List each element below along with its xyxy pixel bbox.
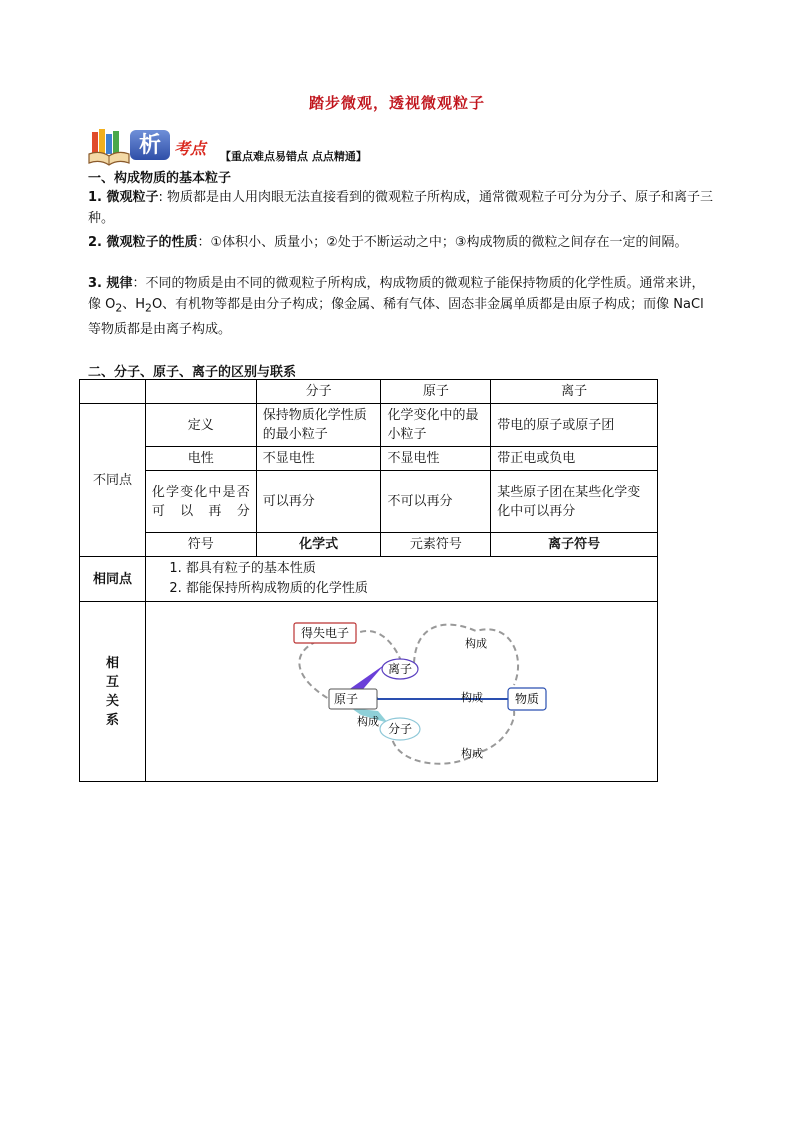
cell-atom: 不显电性 (381, 447, 491, 471)
label-compose-atom-molecule: 构成 (356, 714, 379, 728)
cell-atom: 化学变化中的最小粒子 (381, 404, 491, 447)
p3-text-a: ：不同的物质是由不同的微观粒子所构成，构成物质的微观粒子能保持物质的化学性质。通常来讲，像 O (88, 276, 705, 312)
row-label: 定义 (145, 404, 256, 447)
relation-char: 互 (105, 674, 119, 690)
p2-label: 2. 微观粒子的性质 (88, 235, 198, 250)
label-compose-molecule: 构成 (460, 746, 483, 760)
same-label: 相同点 (80, 557, 146, 602)
list-item: 1. 都具有粒子的基本性质 (186, 559, 651, 579)
relation-label (80, 602, 146, 782)
row-label: 符号 (145, 533, 256, 557)
node-molecule-text: 分子 (387, 721, 412, 736)
same-list (152, 559, 651, 599)
list-item: 2. 都能保持所构成物质的化学性质 (186, 579, 651, 599)
blank-cell (145, 380, 256, 404)
books-icon (88, 126, 130, 166)
table-row (80, 533, 658, 557)
p3-sub-2: 2 (145, 301, 152, 315)
row-label: 电性 (145, 447, 256, 471)
node-ion-text: 离子 (387, 661, 412, 676)
cell-molecule: 保持物质化学性质的最小粒子 (256, 404, 381, 447)
header-atom: 原子 (381, 380, 491, 404)
table-row (80, 404, 658, 447)
dashed-link-ion-substance (414, 624, 518, 684)
p3-text-c: O、有机物等都是由分子构成；像金属、稀有气体、固态非金属单质都是由原子构成；而像 NaCl 等物质都是由离子构成。 (88, 297, 704, 337)
cell-ion: 带电的原子或原子团 (491, 404, 658, 447)
cell-atom: 不可以再分 (381, 471, 491, 533)
cell-atom: 元素符号 (381, 533, 491, 557)
dashed-link-to-ion (351, 631, 401, 661)
cell-molecule: 化学式 (256, 533, 381, 557)
node-atom-text: 原子 (333, 691, 358, 706)
relation-char: 系 (105, 712, 119, 728)
cell-ion: 离子符号 (491, 533, 658, 557)
p2-text: ：①体积小、质量小；②处于不断运动之中；③构成物质的微粒之间存在一定的间隔。 (197, 235, 688, 250)
table-row (80, 557, 658, 602)
cell-ion: 某些原子团在某些化学变化中可以再分 (491, 471, 658, 533)
row-label: 化学变化中是否可以再分 (145, 471, 256, 533)
node-gain-lose-text: 得失电子 (300, 625, 349, 640)
relation-diagram-cell (145, 602, 657, 782)
table-row (80, 447, 658, 471)
same-cell (145, 557, 657, 602)
cell-molecule: 可以再分 (256, 471, 381, 533)
xi-badge: 析 (130, 130, 170, 160)
paragraph-1 (88, 187, 714, 229)
table-row (80, 471, 658, 533)
relation-diagram-svg (146, 603, 657, 781)
paragraph-3 (88, 273, 714, 340)
section2-heading: 二、分子、原子、离子的区别与联系 (88, 365, 297, 380)
table-header-row (80, 380, 658, 404)
p3-sub-1: 2 (115, 301, 123, 315)
relation-diagram (146, 603, 657, 781)
header-ion: 离子 (491, 380, 658, 404)
paragraph-2 (88, 232, 714, 253)
cell-ion: 带正电或负电 (491, 447, 658, 471)
node-substance-text: 物质 (514, 691, 539, 706)
p1-label: 1. 微观粒子 (88, 190, 159, 205)
label-compose-ion: 构成 (464, 636, 487, 650)
p3-label: 3. 规律 (88, 276, 133, 291)
blank-cell (80, 380, 146, 404)
table-row (80, 602, 658, 782)
p3-text-b: 、H (122, 297, 146, 312)
kaodian-banner (88, 126, 408, 166)
p1-text: : 物质都是由人用肉眼无法直接看到的微观粒子所构成，通常微观粒子可分为分子、原子和离子三种。 (88, 190, 714, 226)
cell-molecule: 不显电性 (256, 447, 381, 471)
relation-char: 关 (105, 693, 119, 709)
relation-char: 相 (105, 655, 119, 671)
section1-heading: 一、构成物质的基本粒子 (88, 171, 232, 186)
header-molecule: 分子 (256, 380, 381, 404)
comparison-table (79, 379, 658, 782)
banner-note: 【重点难点易错点 点点精通】 (220, 150, 367, 163)
page-title: 踏步微观，透视微观粒子 (308, 94, 485, 112)
label-compose-atom: 构成 (460, 690, 483, 704)
kaodian-word: 考点 (174, 139, 207, 158)
diff-label: 不同点 (80, 404, 146, 557)
